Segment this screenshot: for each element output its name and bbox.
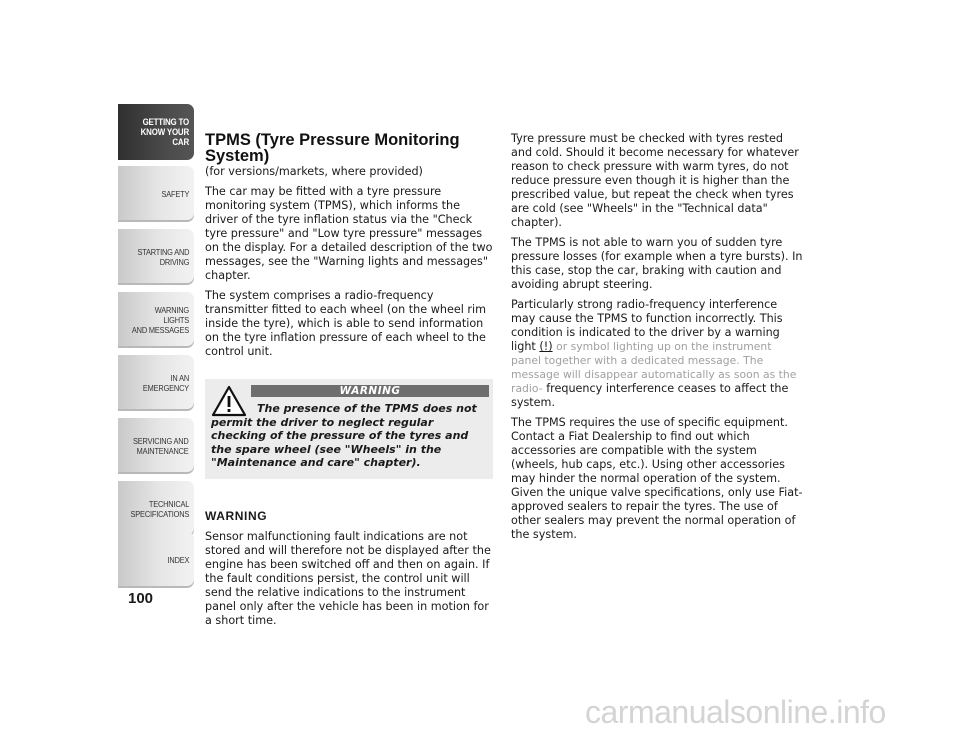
paragraph: Sensor malfunctioning fault indications are not stored and will therefore not be displayed after the engine has been switched off and then on again. If the fault conditions persist, the control unit will send the relative indications to the instrument panel only after the vehicle has been in motion for a short time. bbox=[205, 530, 491, 627]
paragraph: Tyre pressure must be checked with tyres rested and cold. Should it become necessary for whatever reason to check pressure with warm tyres, do not reduce pressure even though it is higher than the prescribed value, but repeat the check when tyres are cold (see "Wheels" in the "Technical data" chapter). bbox=[511, 132, 799, 229]
tab-label: WARNING LIGHTS AND MESSAGES bbox=[131, 305, 189, 335]
warning-box-text: The presence of the TPMS does not permit the driver to neglect regular checking of the pressure of the tyres and the spare wheel (see "Wheels" in the "Maintenance and care" chapter). bbox=[211, 402, 477, 469]
tab-label: STARTING AND DRIVING bbox=[137, 247, 189, 267]
paragraph: The TPMS is not able to warn you of sudden tyre pressure losses (for example when a tyre bursts). In this case, stop the car, braking with caution and avoiding abrupt steering. bbox=[511, 236, 803, 291]
tab-label: SERVICING AND MAINTENANCE bbox=[133, 436, 189, 456]
page-number: 100 bbox=[128, 590, 154, 607]
warning-light-reference: (!) bbox=[539, 340, 553, 353]
section-subtitle: (for versions/markets, where provided) bbox=[205, 165, 423, 178]
tab-label: GETTING TO KNOW YOUR CAR bbox=[140, 117, 189, 147]
paragraph-text: frequency interference ceases to affect the system. bbox=[511, 382, 789, 409]
tab-starting-and-driving[interactable] bbox=[118, 229, 194, 285]
left-column bbox=[205, 132, 495, 634]
paragraph bbox=[511, 298, 803, 410]
section-title: TPMS (Tyre Pressure Monitoring System) bbox=[205, 131, 460, 165]
tab-index[interactable] bbox=[118, 532, 194, 588]
paragraph: The TPMS requires the use of specific equipment. Contact a Fiat Dealership to find out which accessories are compatible with the system (wheels, hub caps, etc.). Using other accessories may hinder the normal operation of the system. Given the unique valve specifications, only use Fiat-approved sealers to repair the tyres. The use of other sealers may prevent the normal operation of the system. bbox=[511, 416, 803, 541]
paragraph-text: Particularly strong radio-frequency interference may cause the TPMS to function incorrectly. This condition is indicated to the driver by a warning light bbox=[511, 298, 783, 353]
warning-heading: WARNING bbox=[205, 509, 268, 523]
warning-box bbox=[205, 379, 493, 479]
paragraph: The system comprises a radio-frequency transmitter fitted to each wheel (on the wheel rim inside the tyre), which is able to send information on the tyre inflation pressure of each wheel to the control unit. bbox=[205, 289, 486, 358]
watermark bbox=[585, 692, 955, 738]
right-column bbox=[511, 132, 803, 548]
warning-box-header: WARNING bbox=[251, 385, 489, 397]
tab-label: INDEX bbox=[167, 555, 189, 565]
tab-safety[interactable] bbox=[118, 166, 194, 222]
tab-label: SAFETY bbox=[161, 189, 189, 199]
tab-servicing-and-maintenance[interactable] bbox=[118, 418, 194, 474]
tab-label: TECHNICAL SPECIFICATIONS bbox=[130, 499, 189, 519]
tab-in-an-emergency[interactable] bbox=[118, 355, 194, 411]
watermark-text: carmanualsonline.info bbox=[585, 694, 886, 730]
paragraph: The car may be fitted with a tyre pressure monitoring system (TPMS), which informs the driver of the tyre inflation status via the "Check tyre pressure" and "Low tyre pressure" messages on the display. For a detailed description of the two messages, see the "Warning lights and messages" chapter. bbox=[205, 185, 493, 282]
faded-text: or symbol lighting up on the instrument panel together with a dedicated message. The message will disappear automatically as soon as the radio- bbox=[511, 340, 797, 395]
tab-getting-to-know-your-car[interactable] bbox=[118, 104, 194, 160]
tab-label: IN AN EMERGENCY bbox=[142, 373, 189, 393]
tab-warning-lights[interactable] bbox=[118, 292, 194, 348]
tab-technical-specifications[interactable] bbox=[118, 481, 194, 537]
